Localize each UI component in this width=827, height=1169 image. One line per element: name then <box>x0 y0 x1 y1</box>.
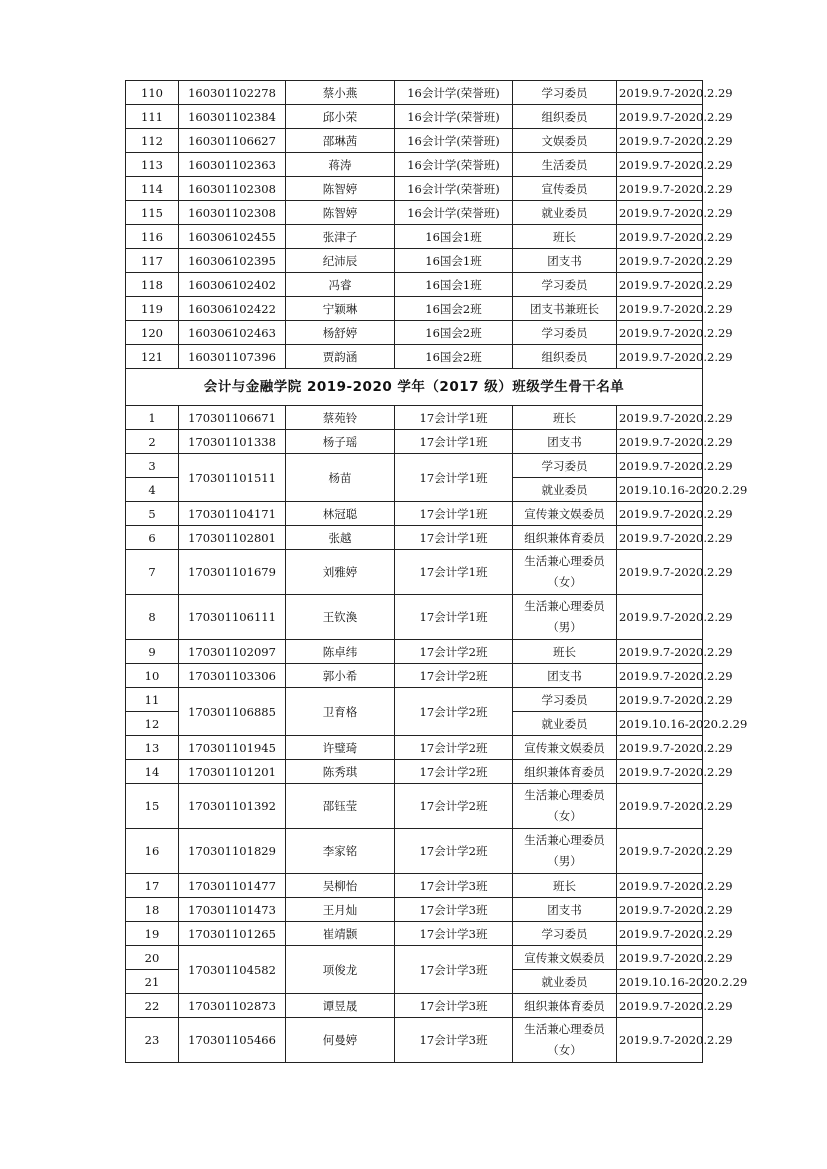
cell-no: 9 <box>126 640 179 664</box>
cell-no: 13 <box>126 736 179 760</box>
cell-id: 160301102278 <box>179 81 286 105</box>
table-row <box>126 249 703 273</box>
cell-id: 170301105466 <box>179 1018 286 1063</box>
cell-term: 2019.9.7-2020.2.29 <box>617 105 703 129</box>
cell-name: 林冠聪 <box>286 502 395 526</box>
cell-role: 就业委员 <box>513 970 617 994</box>
table-row <box>126 946 703 970</box>
cell-class: 17会计学3班 <box>395 994 513 1018</box>
cell-id: 160301102384 <box>179 105 286 129</box>
cell-name: 蔡小燕 <box>286 81 395 105</box>
cell-name: 邵琳茜 <box>286 129 395 153</box>
cell-id: 170301102873 <box>179 994 286 1018</box>
cell-no: 115 <box>126 201 179 225</box>
section-2017-header <box>126 369 703 406</box>
cell-term: 2019.9.7-2020.2.29 <box>617 1018 703 1063</box>
cell-role: 生活兼心理委员（女） <box>513 1018 617 1063</box>
cell-no: 22 <box>126 994 179 1018</box>
cell-id: 170301106885 <box>179 688 286 736</box>
cell-no: 21 <box>126 970 179 994</box>
cell-name: 吴柳怡 <box>286 874 395 898</box>
cell-id: 160301107396 <box>179 345 286 369</box>
cell-name: 张津子 <box>286 225 395 249</box>
cell-term: 2019.9.7-2020.2.29 <box>617 898 703 922</box>
cell-class: 16会计学(荣誉班) <box>395 129 513 153</box>
cell-name: 项俊龙 <box>286 946 395 994</box>
cell-term: 2019.9.7-2020.2.29 <box>617 273 703 297</box>
cell-class: 17会计学3班 <box>395 874 513 898</box>
cell-name: 邵钰莹 <box>286 784 395 829</box>
cell-no: 10 <box>126 664 179 688</box>
cell-class: 17会计学1班 <box>395 430 513 454</box>
cell-class: 16国会1班 <box>395 273 513 297</box>
cell-no: 118 <box>126 273 179 297</box>
cell-name: 李家铭 <box>286 829 395 874</box>
cell-term: 2019.9.7-2020.2.29 <box>617 406 703 430</box>
table-row <box>126 736 703 760</box>
cell-role: 团支书 <box>513 898 617 922</box>
cell-id: 170301101265 <box>179 922 286 946</box>
cell-no: 17 <box>126 874 179 898</box>
cell-term: 2019.9.7-2020.2.29 <box>617 922 703 946</box>
cell-class: 17会计学1班 <box>395 550 513 595</box>
section-title-row <box>126 369 703 406</box>
cell-no: 8 <box>126 595 179 640</box>
cell-role: 就业委员 <box>513 712 617 736</box>
cell-no: 111 <box>126 105 179 129</box>
cell-role: 团支书 <box>513 664 617 688</box>
cell-name: 邱小荣 <box>286 105 395 129</box>
cell-term: 2019.9.7-2020.2.29 <box>617 640 703 664</box>
cell-name: 陈智婷 <box>286 177 395 201</box>
cell-no: 3 <box>126 454 179 478</box>
table-row <box>126 784 703 829</box>
cell-term: 2019.9.7-2020.2.29 <box>617 225 703 249</box>
table-row <box>126 595 703 640</box>
table-row <box>126 81 703 105</box>
cell-term: 2019.9.7-2020.2.29 <box>617 550 703 595</box>
table-row <box>126 201 703 225</box>
cell-id: 170301106671 <box>179 406 286 430</box>
cell-no: 2 <box>126 430 179 454</box>
cell-id: 160301102363 <box>179 153 286 177</box>
cell-class: 17会计学3班 <box>395 1018 513 1063</box>
cell-role: 生活兼心理委员（女） <box>513 550 617 595</box>
cell-no: 120 <box>126 321 179 345</box>
cell-no: 23 <box>126 1018 179 1063</box>
cell-term: 2019.9.7-2020.2.29 <box>617 946 703 970</box>
cell-role: 生活兼心理委员（女） <box>513 784 617 829</box>
cell-id: 160301102308 <box>179 201 286 225</box>
cell-no: 12 <box>126 712 179 736</box>
cell-name: 刘雅婷 <box>286 550 395 595</box>
table-row <box>126 177 703 201</box>
cell-id: 170301101679 <box>179 550 286 595</box>
cell-term: 2019.9.7-2020.2.29 <box>617 249 703 273</box>
table-row <box>126 874 703 898</box>
cell-role: 宣传兼文娱委员 <box>513 946 617 970</box>
cell-term: 2019.9.7-2020.2.29 <box>617 829 703 874</box>
cell-id: 160301102308 <box>179 177 286 201</box>
cell-name: 郭小希 <box>286 664 395 688</box>
cell-name: 陈智婷 <box>286 201 395 225</box>
table-row <box>126 345 703 369</box>
cell-id: 170301104582 <box>179 946 286 994</box>
cell-id: 170301102097 <box>179 640 286 664</box>
cell-role: 学习委员 <box>513 922 617 946</box>
cell-role: 团支书 <box>513 249 617 273</box>
cell-term: 2019.9.7-2020.2.29 <box>617 526 703 550</box>
cell-class: 17会计学3班 <box>395 898 513 922</box>
cell-name: 何曼婷 <box>286 1018 395 1063</box>
cell-term: 2019.9.7-2020.2.29 <box>617 297 703 321</box>
cell-no: 1 <box>126 406 179 430</box>
cell-term: 2019.9.7-2020.2.29 <box>617 688 703 712</box>
cell-role: 宣传兼文娱委员 <box>513 736 617 760</box>
cell-term: 2019.9.7-2020.2.29 <box>617 502 703 526</box>
cell-role: 团支书兼班长 <box>513 297 617 321</box>
cell-class: 16会计学(荣誉班) <box>395 81 513 105</box>
cell-term: 2019.9.7-2020.2.29 <box>617 874 703 898</box>
table-row <box>126 760 703 784</box>
cell-name: 冯睿 <box>286 273 395 297</box>
table-row <box>126 922 703 946</box>
cell-no: 4 <box>126 478 179 502</box>
table-row <box>126 153 703 177</box>
table-row <box>126 688 703 712</box>
cell-class: 16国会1班 <box>395 249 513 273</box>
cell-role: 文娱委员 <box>513 129 617 153</box>
cell-name: 谭昱晟 <box>286 994 395 1018</box>
cell-term: 2019.10.16-2020.2.29 <box>617 478 703 502</box>
cell-role: 组织兼体育委员 <box>513 526 617 550</box>
cell-no: 16 <box>126 829 179 874</box>
cell-id: 170301103306 <box>179 664 286 688</box>
cell-class: 17会计学1班 <box>395 406 513 430</box>
cell-no: 7 <box>126 550 179 595</box>
cell-term: 2019.9.7-2020.2.29 <box>617 994 703 1018</box>
cell-name: 崔靖颢 <box>286 922 395 946</box>
cell-name: 杨子瑶 <box>286 430 395 454</box>
cell-id: 170301106111 <box>179 595 286 640</box>
table-row <box>126 502 703 526</box>
cell-role: 宣传兼文娱委员 <box>513 502 617 526</box>
cell-name: 王月灿 <box>286 898 395 922</box>
cell-role: 班长 <box>513 406 617 430</box>
cell-no: 119 <box>126 297 179 321</box>
cell-no: 11 <box>126 688 179 712</box>
table-row <box>126 526 703 550</box>
cell-no: 19 <box>126 922 179 946</box>
cell-id: 170301101201 <box>179 760 286 784</box>
cell-role: 组织兼体育委员 <box>513 760 617 784</box>
cell-class: 17会计学2班 <box>395 664 513 688</box>
table-row <box>126 640 703 664</box>
table-row <box>126 664 703 688</box>
cell-term: 2019.9.7-2020.2.29 <box>617 345 703 369</box>
cell-role: 就业委员 <box>513 201 617 225</box>
cell-term: 2019.9.7-2020.2.29 <box>617 321 703 345</box>
cell-term: 2019.9.7-2020.2.29 <box>617 454 703 478</box>
cell-id: 170301101945 <box>179 736 286 760</box>
cell-class: 17会计学1班 <box>395 454 513 502</box>
cell-id: 160306102395 <box>179 249 286 273</box>
cell-name: 杨苗 <box>286 454 395 502</box>
cell-id: 170301101473 <box>179 898 286 922</box>
cell-id: 170301104171 <box>179 502 286 526</box>
cell-role: 班长 <box>513 225 617 249</box>
cell-no: 117 <box>126 249 179 273</box>
cell-no: 20 <box>126 946 179 970</box>
cell-role: 班长 <box>513 640 617 664</box>
table-row <box>126 550 703 595</box>
cell-class: 17会计学1班 <box>395 595 513 640</box>
cell-no: 116 <box>126 225 179 249</box>
table-row <box>126 406 703 430</box>
cell-role: 学习委员 <box>513 81 617 105</box>
cell-id: 170301101338 <box>179 430 286 454</box>
cell-role: 生活兼心理委员（男） <box>513 595 617 640</box>
cell-role: 班长 <box>513 874 617 898</box>
cell-id: 170301101392 <box>179 784 286 829</box>
cell-no: 121 <box>126 345 179 369</box>
cell-role: 组织委员 <box>513 105 617 129</box>
cell-id: 170301101477 <box>179 874 286 898</box>
cell-id: 170301101829 <box>179 829 286 874</box>
cell-term: 2019.9.7-2020.2.29 <box>617 153 703 177</box>
cell-class: 17会计学3班 <box>395 946 513 994</box>
cell-class: 17会计学2班 <box>395 736 513 760</box>
cell-term: 2019.9.7-2020.2.29 <box>617 430 703 454</box>
cell-role: 组织委员 <box>513 345 617 369</box>
table-row <box>126 430 703 454</box>
table-row <box>126 129 703 153</box>
cell-term: 2019.10.16-2020.2.29 <box>617 970 703 994</box>
cell-class: 16国会2班 <box>395 297 513 321</box>
cell-role: 组织兼体育委员 <box>513 994 617 1018</box>
cell-id: 160306102402 <box>179 273 286 297</box>
cell-role: 生活兼心理委员（男） <box>513 829 617 874</box>
cell-class: 17会计学2班 <box>395 688 513 736</box>
cell-class: 16国会1班 <box>395 225 513 249</box>
section-2016-rows <box>126 81 733 369</box>
table-row <box>126 898 703 922</box>
cell-id: 160306102463 <box>179 321 286 345</box>
cell-term: 2019.9.7-2020.2.29 <box>617 595 703 640</box>
cell-term: 2019.9.7-2020.2.29 <box>617 784 703 829</box>
cell-id: 160306102422 <box>179 297 286 321</box>
cell-no: 113 <box>126 153 179 177</box>
cell-role: 生活委员 <box>513 153 617 177</box>
cell-class: 17会计学1班 <box>395 502 513 526</box>
cell-name: 张越 <box>286 526 395 550</box>
cell-name: 许璧琦 <box>286 736 395 760</box>
cell-class: 16会计学(荣誉班) <box>395 153 513 177</box>
cell-role: 学习委员 <box>513 273 617 297</box>
cell-role: 学习委员 <box>513 454 617 478</box>
cell-name: 陈秀琪 <box>286 760 395 784</box>
cell-no: 18 <box>126 898 179 922</box>
cell-name: 蔡苑铃 <box>286 406 395 430</box>
cell-name: 王钦渙 <box>286 595 395 640</box>
cell-role: 学习委员 <box>513 321 617 345</box>
cell-class: 16会计学(荣誉班) <box>395 177 513 201</box>
cell-name: 贾韵涵 <box>286 345 395 369</box>
cell-class: 17会计学2班 <box>395 640 513 664</box>
cell-term: 2019.9.7-2020.2.29 <box>617 129 703 153</box>
cell-class: 17会计学2班 <box>395 760 513 784</box>
cell-term: 2019.9.7-2020.2.29 <box>617 736 703 760</box>
cell-name: 卫育格 <box>286 688 395 736</box>
cell-class: 16国会2班 <box>395 345 513 369</box>
cell-id: 160301106627 <box>179 129 286 153</box>
cell-term: 2019.9.7-2020.2.29 <box>617 177 703 201</box>
cell-no: 114 <box>126 177 179 201</box>
table-row <box>126 454 703 478</box>
cell-no: 5 <box>126 502 179 526</box>
cell-no: 15 <box>126 784 179 829</box>
table-row <box>126 829 703 874</box>
cell-class: 17会计学2班 <box>395 829 513 874</box>
cell-class: 17会计学1班 <box>395 526 513 550</box>
cell-name: 杨舒婷 <box>286 321 395 345</box>
cell-no: 112 <box>126 129 179 153</box>
cell-role: 团支书 <box>513 430 617 454</box>
table-row <box>126 297 703 321</box>
cell-no: 6 <box>126 526 179 550</box>
cell-no: 110 <box>126 81 179 105</box>
table-row <box>126 273 703 297</box>
cell-name: 纪沛辰 <box>286 249 395 273</box>
section-title: 会计与金融学院 2019-2020 学年（2017 级）班级学生骨干名单 <box>126 369 703 406</box>
cell-term: 2019.10.16-2020.2.29 <box>617 712 703 736</box>
cell-role: 就业委员 <box>513 478 617 502</box>
cell-class: 16国会2班 <box>395 321 513 345</box>
cell-class: 17会计学3班 <box>395 922 513 946</box>
cell-id: 170301101511 <box>179 454 286 502</box>
table-row <box>126 1018 703 1063</box>
cell-name: 宁颖琳 <box>286 297 395 321</box>
student-leaders-table <box>125 80 748 1063</box>
cell-class: 16会计学(荣誉班) <box>395 105 513 129</box>
section-2017-rows <box>126 406 748 1063</box>
cell-no: 14 <box>126 760 179 784</box>
cell-role: 宣传委员 <box>513 177 617 201</box>
cell-id: 170301102801 <box>179 526 286 550</box>
cell-term: 2019.9.7-2020.2.29 <box>617 760 703 784</box>
cell-class: 17会计学2班 <box>395 784 513 829</box>
cell-class: 16会计学(荣誉班) <box>395 201 513 225</box>
cell-id: 160306102455 <box>179 225 286 249</box>
cell-term: 2019.9.7-2020.2.29 <box>617 81 703 105</box>
cell-role: 学习委员 <box>513 688 617 712</box>
cell-term: 2019.9.7-2020.2.29 <box>617 664 703 688</box>
cell-name: 陈卓纬 <box>286 640 395 664</box>
cell-term: 2019.9.7-2020.2.29 <box>617 201 703 225</box>
table-row <box>126 321 703 345</box>
table-row <box>126 105 703 129</box>
table-row <box>126 994 703 1018</box>
table-row <box>126 225 703 249</box>
cell-name: 蒋涛 <box>286 153 395 177</box>
